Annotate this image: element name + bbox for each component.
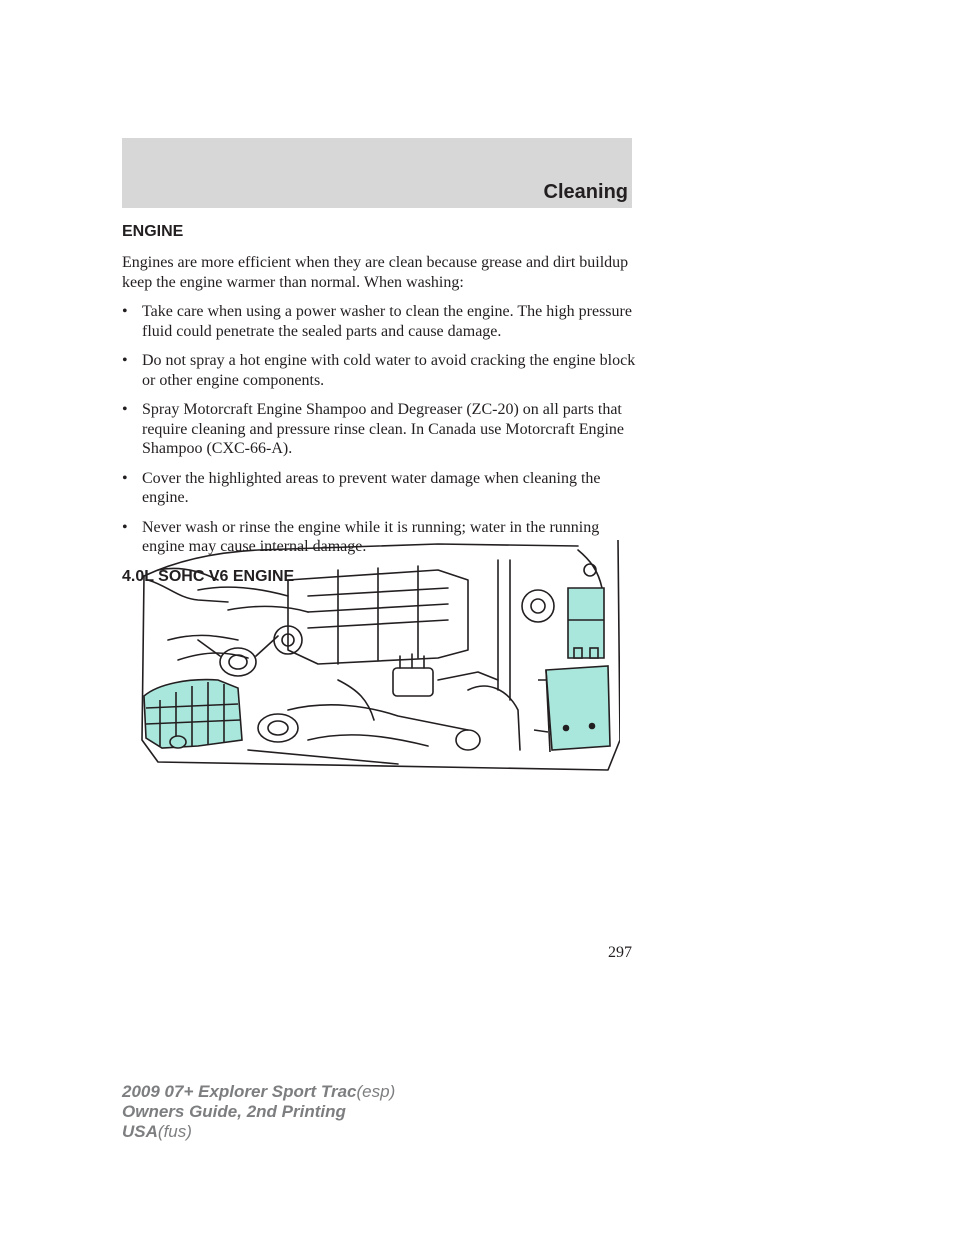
header-band [122,138,632,208]
footer-line-1 [122,1082,395,1102]
list-item-text: Take care when using a power washer to clean the engine. The high pressure fluid could penetrate the sealed parts and cause damage. [142,303,632,340]
footer-line-2: Owners Guide, 2nd Printing [122,1102,346,1121]
footer-line-3 [122,1122,395,1142]
engine-section-heading: ENGINE [122,223,184,240]
bullet-icon: • [122,303,128,320]
figure-heading: 4.0L SOHC V6 ENGINE [122,567,295,585]
footer-market-code: (fus) [157,1122,192,1141]
footer-model-code: (esp) [356,1082,396,1101]
main-content [122,222,642,587]
footer-market: USA [122,1122,158,1141]
list-item-text: Spray Motorcraft Engine Shampoo and Degreaser (ZC-20) on all parts that require cleaning and pressure rinse clean. In Canada use Motorcraft Engine Shampoo (CXC-66-A). [142,401,625,457]
washing-tips-list [122,302,642,557]
list-item-text: Cover the highlighted areas to prevent water damage when cleaning the engine. [142,469,601,506]
document-footer [122,1082,395,1142]
battery-highlight [534,666,610,752]
bullet-icon: • [122,518,128,536]
air-filter-highlight [144,680,242,748]
footer-model: 2009 07+ Explorer Sport Trac [122,1082,357,1101]
intro-paragraph: Engines are more efficient when they are clean because grease and dirt buildup keep the engine warmer than normal. When washing: [122,254,629,291]
fuse-box-highlight [568,588,604,658]
list-item [122,302,642,341]
page-number: 297 [608,944,632,961]
list-item [122,351,642,390]
list-item [122,469,642,508]
list-item [122,400,642,459]
list-item-text: Never wash or rinse the engine while it is running; water in the running engine may cause internal damage. [142,518,600,555]
list-item-text: Do not spray a hot engine with cold water to avoid cracking the engine block or other engine components. [142,352,636,389]
section-title: Cleaning [543,181,628,203]
bullet-icon: • [122,401,128,418]
bullet-icon: • [122,469,128,487]
engine-compartment-illustration [138,540,620,782]
bullet-icon: • [122,352,128,369]
